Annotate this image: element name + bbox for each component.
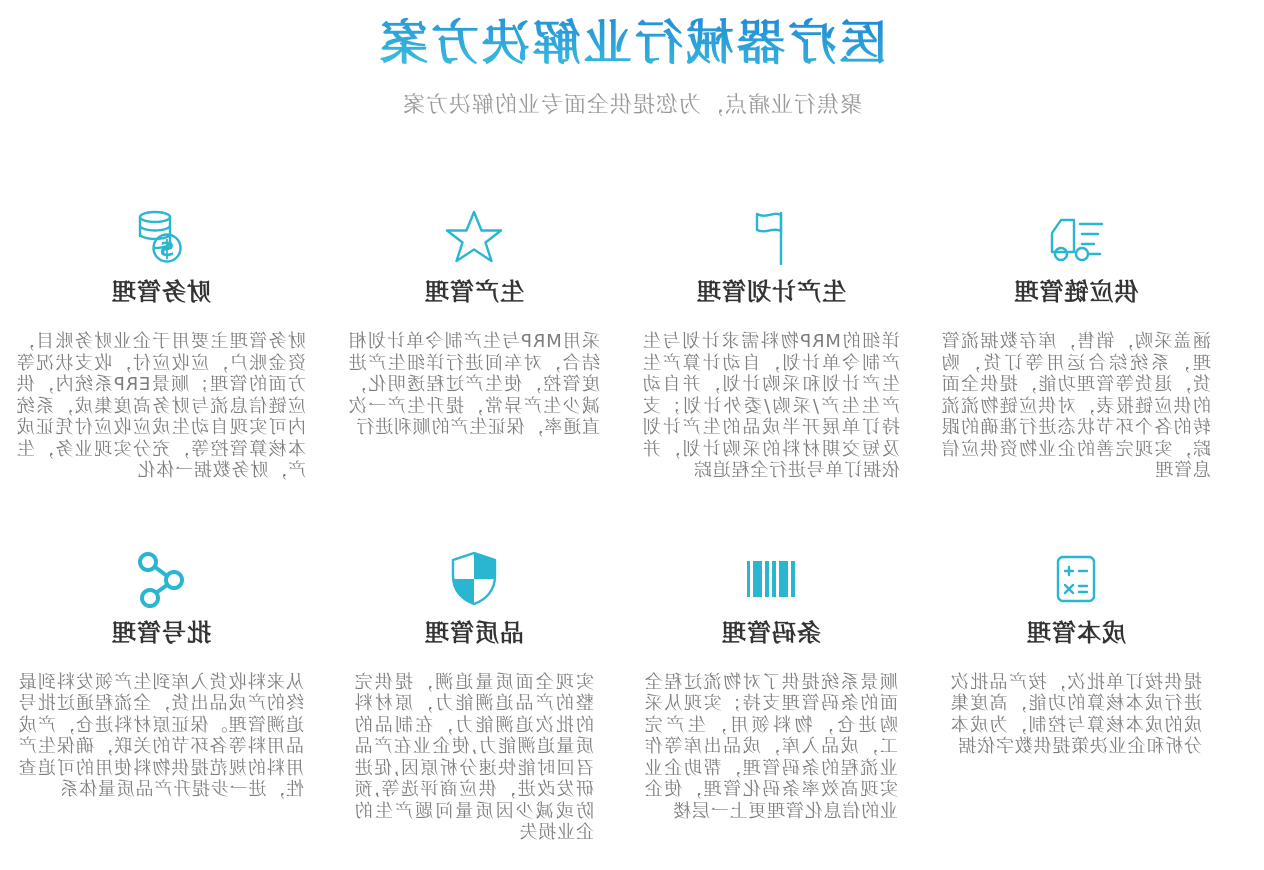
card-title: 品质管理 — [424, 618, 524, 647]
mirrored-page — [0, 12, 1264, 870]
card-body: 从来料收货入库到生产领发料到最终的产成品出货，全流程通过批号追溯管理。保证原材料进仓，产成品用料等各环节的关联，确保生产用料的规范提供物料使用的可追查性，进一步提升产品质量体系 — [18, 671, 304, 801]
solutions-grid — [0, 205, 1234, 844]
solution-card-barcode — [624, 546, 918, 823]
page-title: 医疗器械行业解决方案 — [0, 12, 1264, 74]
solution-card-supply-chain — [918, 205, 1234, 482]
card-title: 批号管理 — [111, 618, 211, 647]
truck-icon — [918, 205, 1234, 271]
card-title: 财务管理 — [111, 278, 211, 307]
solution-card-cost — [918, 546, 1234, 758]
share-nodes-icon — [0, 546, 324, 612]
solution-card-production-planning — [624, 205, 918, 482]
solution-card-finance — [0, 205, 324, 482]
flag-icon — [624, 205, 918, 271]
card-body: 顺景系统提供了对物流过程全面的条码管理支持；实现从采购进仓，物料领用，生产完工，成品入库，成品出库等作业流程的条码管理，帮助企业实现高效率条码化管理，使企业的信息化管理更上一层楼 — [644, 671, 898, 822]
barcode-icon — [624, 546, 918, 612]
card-body: 采用MRP与生产制令单计划相结合，对车间进行详细生产进度管控，使生产过程透明化，减少生产异常，提升生产一次直通率，保证生产的顺利进行 — [348, 331, 600, 439]
solution-card-production — [324, 205, 624, 439]
calculator-icon — [918, 546, 1234, 612]
shield-check-icon — [324, 546, 624, 612]
card-title: 生产管理 — [424, 278, 524, 307]
card-body: 提供按订单批次，按产品批次进行成本核算的功能，高度集成的成本核算与控制，为成本分析和企业决策提供数字依据 — [950, 671, 1202, 758]
solution-card-batch-number — [0, 546, 324, 801]
card-body: 财务管理主要用于企业财务账目，资金账户，应收应付，收支状况等方面的管理；顺景ERP系统内，供应链信息流与财务高度集成，系统内可实现自动生成应收应付凭证成本核算管控等，充分实现业务，生产，财务数据一体化 — [16, 331, 306, 482]
card-body: 详细的MRP物料需求计划与生产制令单计划，自动计算产生生产计划和采购计划，并自动产生生产/采购/委外计划；支持订单展开半成品的生产计划及短交期材料的采购计划，并依据订单号进行全程追踪 — [642, 331, 900, 482]
solution-card-quality — [324, 546, 624, 844]
card-title: 成本管理 — [1026, 618, 1126, 647]
card-title: 条码管理 — [721, 618, 821, 647]
page-subtitle: 聚焦行业痛点，为您提供全面专业的解决方案 — [402, 93, 863, 119]
card-body: 涵盖采购，销售，库存数据流管理，系统综合运用等订货，购货，退货等管理功能，提供全面的供应链报表，对供应链物流流转的各个环节状态进行准确的跟踪，实现完善的企业物资供应信息管理 — [941, 331, 1211, 482]
svg-text:$: $ — [159, 237, 175, 263]
card-body: 实现全面质量追溯，提供完整的产品追溯能力，原材料的批次追溯能力，在制品的质量追溯能力,使企业在产品召回时能快速分析原因,促进研发改进，供应商评选等,预防或减少因质量问题产生的企业损失 — [354, 671, 594, 844]
card-title: 生产计划管理 — [696, 278, 846, 307]
coins-dollar-icon — [0, 205, 324, 271]
card-title: 供应链管理 — [1013, 278, 1139, 307]
star-icon — [324, 205, 624, 271]
